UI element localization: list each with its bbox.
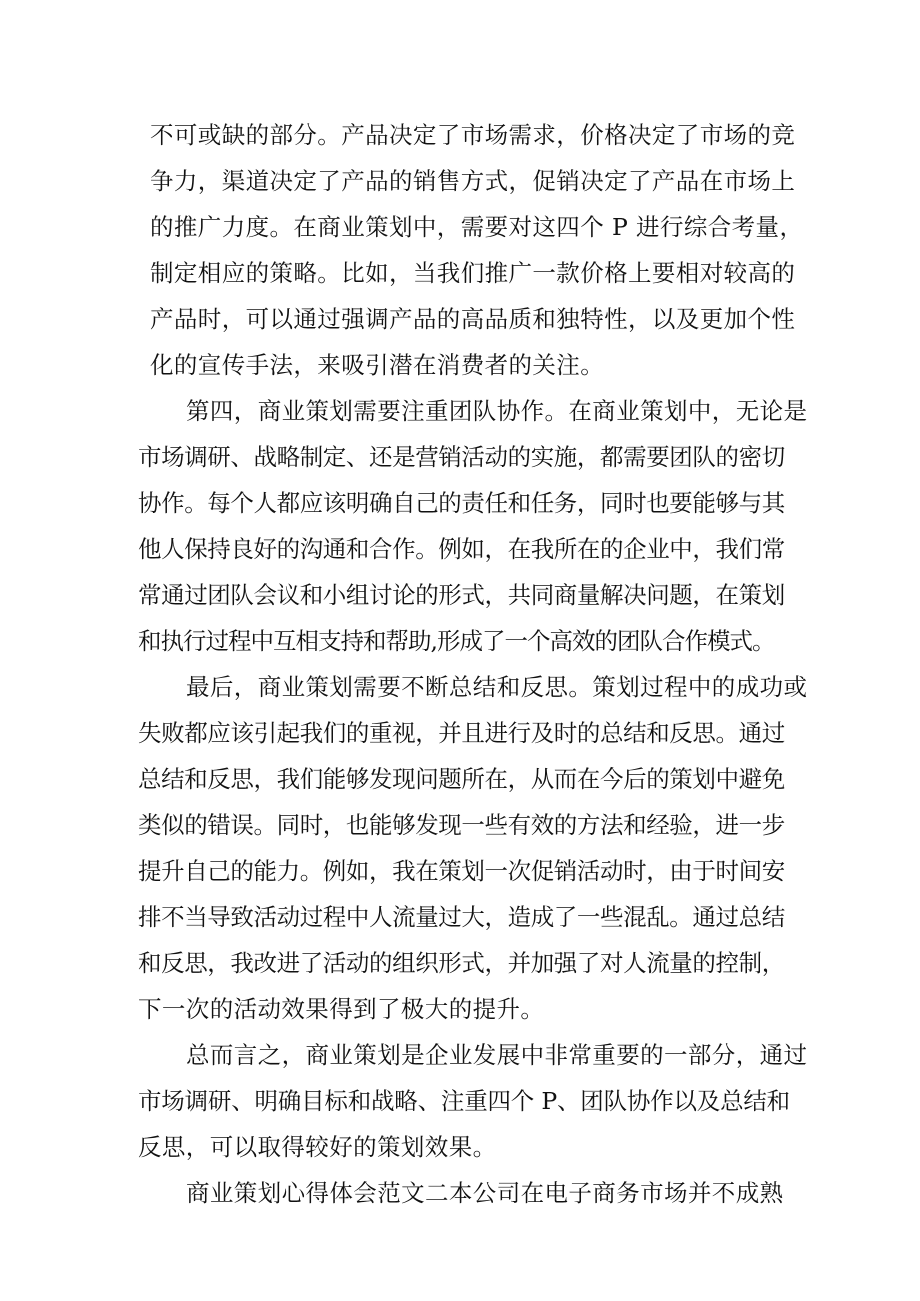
text-line: 协作。每个人都应该明确自己的责任和任务，同时也要能够与其 — [138, 489, 785, 517]
text-line: 反思，可以取得较好的策划效果。 — [138, 1133, 497, 1161]
text-line: 制定相应的策略。比如，当我们推广一款价格上要相对较高的 — [150, 259, 796, 287]
text-line: 市场调研、明确目标和战略、注重四个 P、团队协作以及总结和 — [138, 1087, 790, 1115]
text-line: 商业策划心得体会范文二本公司在电子商务市场并不成熟 — [186, 1179, 784, 1207]
text-line: 市场调研、战略制定、还是营销活动的实施，都需要团队的密切 — [138, 443, 785, 471]
text-line: 争力，渠道决定了产品的销售方式，促销决定了产品在市场上 — [150, 167, 796, 195]
text-line: 化的宣传手法，来吸引潜在消费者的关注。 — [150, 351, 605, 379]
text-line: 总而言之，商业策划是企业发展中非常重要的一部分，通过 — [186, 1041, 808, 1069]
text-line: 的推广力度。在商业策划中，需要对这四个 P 进行综合考量， — [150, 213, 804, 241]
text-line: 下一次的活动效果得到了极大的提升。 — [138, 995, 545, 1023]
text-line: 最后，商业策划需要不断总结和反思。策划过程中的成功或 — [186, 673, 808, 701]
text-line: 和执行过程中互相支持和帮助,形成了一个高效的团队合作模式。 — [138, 627, 775, 655]
text-line: 提升自己的能力。例如，我在策划一次促销活动时，由于时间安 — [138, 857, 785, 885]
text-line: 和反思，我改进了活动的组织形式，并加强了对人流量的控制， — [138, 949, 785, 977]
text-line: 类似的错误。同时，也能够发现一些有效的方法和经验，进一步 — [138, 811, 785, 839]
text-line: 失败都应该引起我们的重视，并且进行及时的总结和反思。通过 — [138, 719, 785, 747]
text-line: 总结和反思，我们能够发现问题所在，从而在今后的策划中避免 — [138, 765, 785, 793]
text-line: 排不当导致活动过程中人流量过大，造成了一些混乱。通过总结 — [138, 903, 785, 931]
text-line: 常通过团队会议和小组讨论的形式，共同商量解决问题，在策划 — [138, 581, 785, 609]
text-line: 他人保持良好的沟通和合作。例如，在我所在的企业中，我们常 — [138, 535, 785, 563]
text-line: 第四，商业策划需要注重团队协作。在商业策划中，无论是 — [186, 397, 808, 425]
text-line: 产品时，可以通过强调产品的高品质和独特性，以及更加个性 — [150, 305, 796, 333]
text-line: 不可或缺的部分。产品决定了市场需求，价格决定了市场的竞 — [150, 121, 796, 149]
